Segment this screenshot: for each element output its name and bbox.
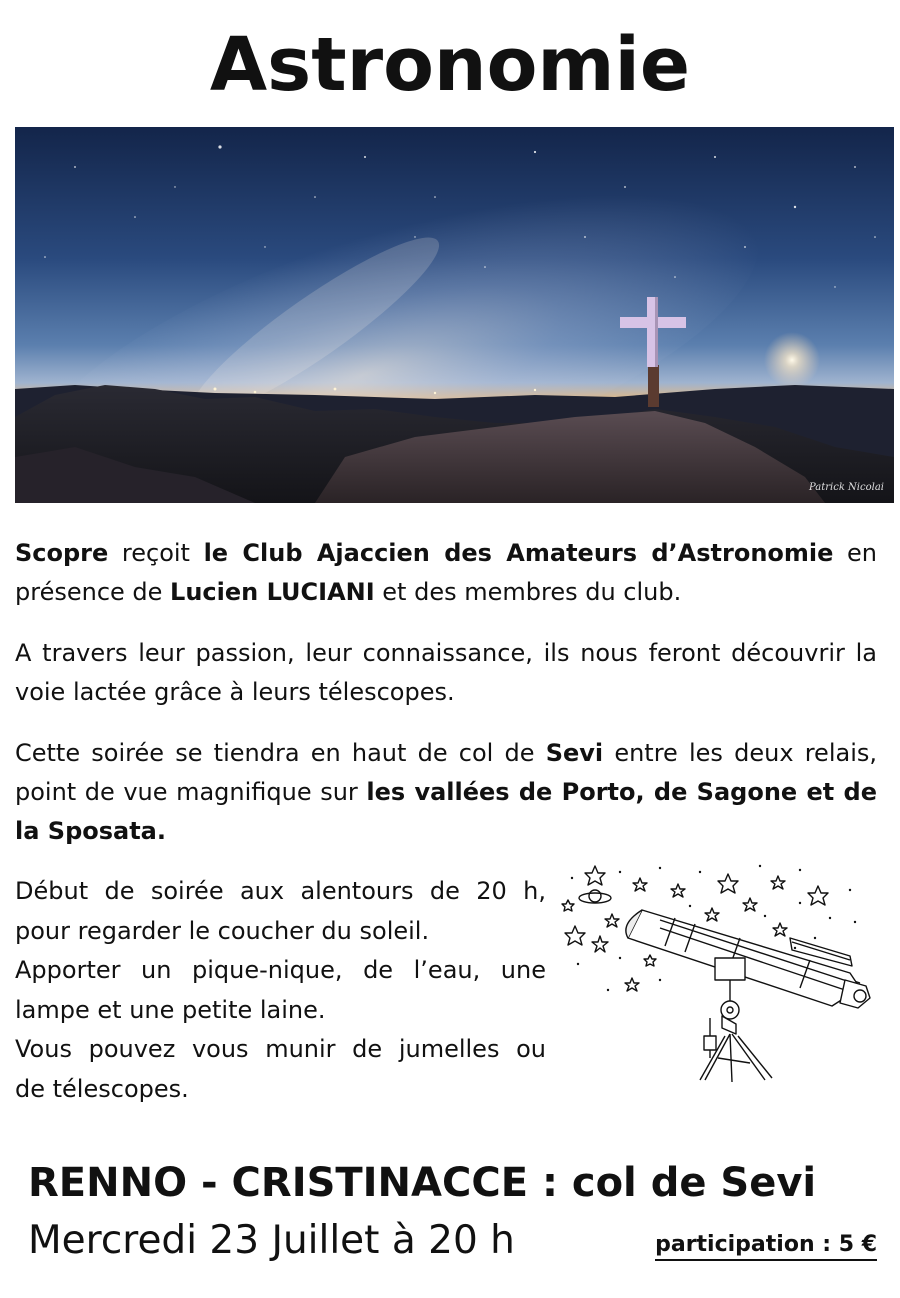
participation-price: participation : 5 € — [655, 1232, 877, 1261]
details-line: lampe et une petite laine. — [15, 995, 326, 1024]
intro-paragraph — [15, 534, 877, 612]
night-sky-cross-image — [15, 127, 894, 503]
event-location: RENNO - CRISTINACCE : col de Sevi — [28, 1160, 817, 1206]
details-block — [15, 872, 546, 1109]
telescope-stars-icon — [560, 858, 880, 1088]
details-line: Début de soirée aux alentours de 20 h, — [15, 877, 546, 905]
valleys-name: les vallées de Porto, de Sagone et de la Sposata. — [15, 778, 877, 845]
club-name: le Club Ajaccien des Amateurs d’Astronomie — [203, 539, 834, 567]
event-date: Mercredi 23 Juillet à 20 h — [28, 1218, 515, 1263]
night-sky-photo — [15, 127, 894, 503]
person-name: Lucien LUCIANI — [170, 578, 375, 606]
details-line: Apporter un pique-nique, de l’eau, une — [15, 956, 546, 984]
details-line: pour regarder le coucher du soleil. — [15, 916, 430, 945]
intro-mid: en présence de — [15, 539, 877, 606]
page-title: Astronomie — [209, 22, 691, 108]
venue-start: Cette soirée se tiendra en haut de col de — [15, 739, 546, 767]
intro-end: et des membres du club. — [374, 578, 682, 606]
details-line: de télescopes. — [15, 1074, 189, 1103]
details-line: Vous pouvez vous munir de jumelles ou — [15, 1035, 546, 1063]
col-name: Sevi — [545, 739, 604, 767]
passion-paragraph: A travers leur passion, leur connaissance, ils nous feront découvrir la voie lactée grâce à leurs télescopes. — [15, 639, 877, 706]
host-name: Scopre — [15, 539, 109, 567]
venue-mid: entre les deux relais, point de vue magnifique sur — [15, 739, 878, 806]
venue-paragraph — [15, 734, 877, 851]
intro-verb: reçoit — [108, 539, 204, 567]
photo-credit: Patrick Nicolai — [808, 482, 884, 493]
